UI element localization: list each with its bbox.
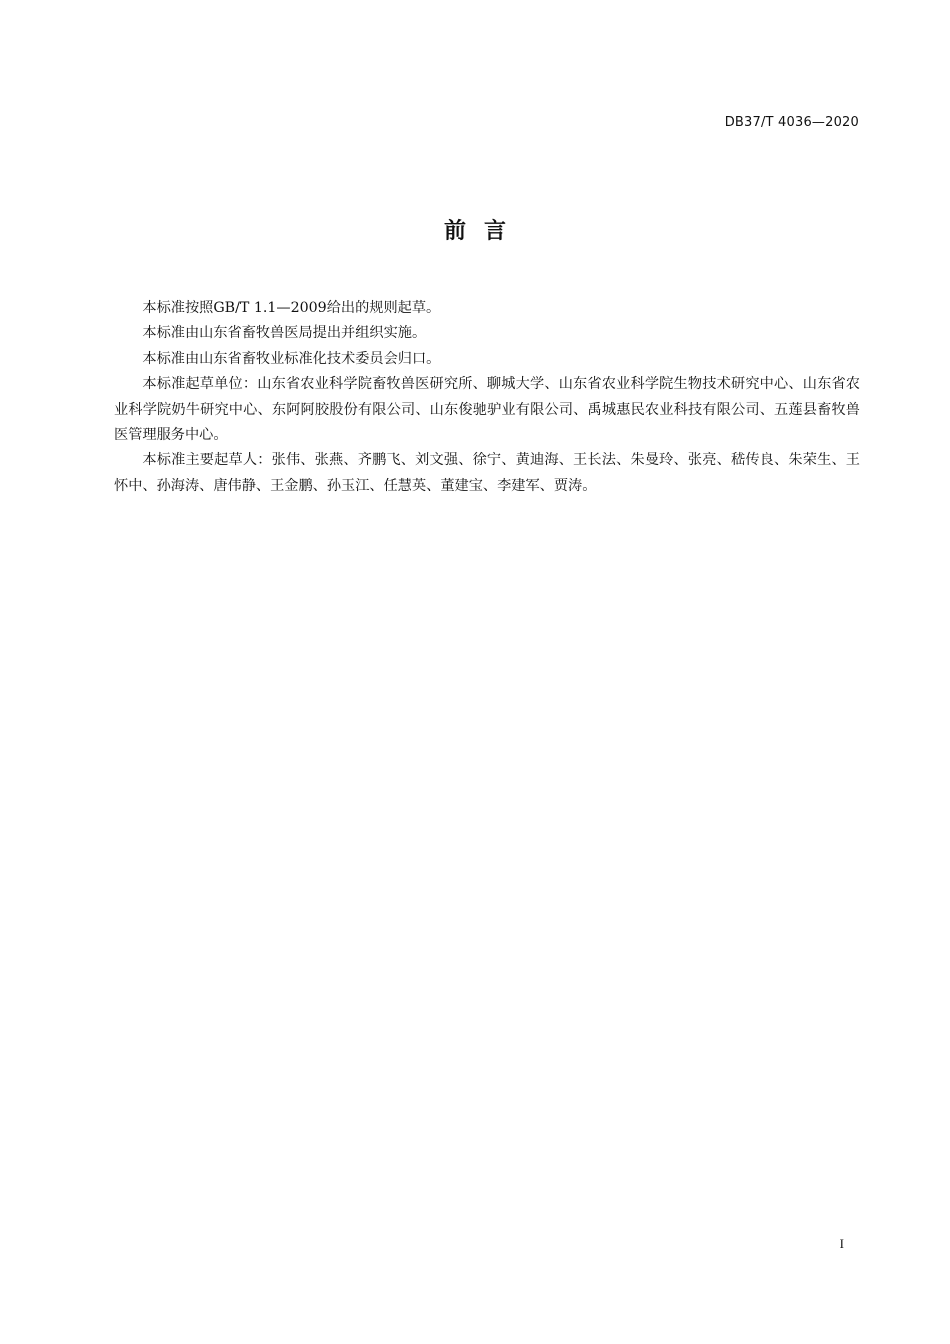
page-number: I bbox=[839, 1236, 844, 1251]
paragraph-drafting-rules: 本标准按照GB/T 1.1—2009给出的规则起草。 bbox=[142, 300, 441, 316]
page-title: 前言 bbox=[443, 219, 524, 244]
paragraph-proposer: 本标准由山东省畜牧兽医局提出并组织实施。 bbox=[142, 325, 427, 342]
foreword-body bbox=[114, 296, 860, 499]
standard-code: DB37/T 4036—2020 bbox=[724, 115, 859, 130]
paragraph-drafters: 本标准主要起草人：张伟、张燕、齐鹏飞、刘文强、徐宁、黄迪海、王长法、朱曼玲、张亮、嵇传良、朱荣生、王怀中、孙海涛、唐伟静、王金鹏、孙玉江、任慧英、董建宝、李建军、贾涛。 bbox=[114, 452, 860, 494]
paragraph-drafting-units: 本标准起草单位：山东省农业科学院畜牧兽医研究所、聊城大学、山东省农业科学院生物技术研究中心、山东省农业科学院奶牛研究中心、东阿阿胶股份有限公司、山东俊驰驴业有限公司、禹城惠民农业科技有限公司、五莲县畜牧兽医管理服务中心。 bbox=[114, 376, 860, 444]
paragraph-committee: 本标准由山东省畜牧业标准化技术委员会归口。 bbox=[142, 350, 441, 367]
